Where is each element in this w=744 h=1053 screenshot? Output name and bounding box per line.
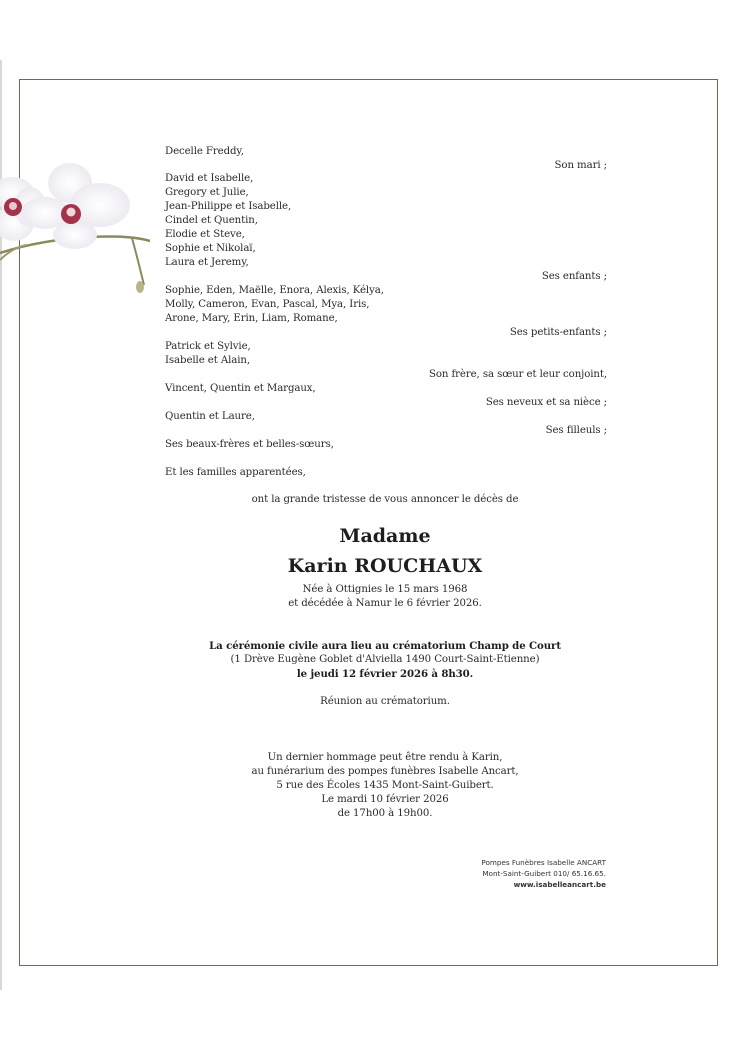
ceremony-venue: La cérémonie civile aura lieu au crématorium Champ de Court xyxy=(209,640,561,652)
related-families-entry: Et les familles apparentées, xyxy=(165,467,306,478)
orchid-decoration-icon xyxy=(0,145,175,295)
tribute-line: 5 rue des Écoles 1435 Mont-Saint-Guibert. xyxy=(276,780,494,791)
in-laws-entry: Ses beaux-frères et belles-sœurs, xyxy=(165,439,334,450)
tribute-line: de 17h00 à 19h00. xyxy=(337,808,433,819)
deceased-name: Karin ROUCHAUX xyxy=(287,555,483,577)
announcement-text: ont la grande tristesse de vous annoncer le décès de xyxy=(251,494,519,505)
tribute-line: Le mardi 10 février 2026 xyxy=(321,794,449,805)
death-info: et décédée à Namur le 6 février 2026. xyxy=(288,598,482,609)
child-entry: Elodie et Steve, xyxy=(165,229,245,240)
deceased-title: Madame xyxy=(339,525,431,547)
grandchildren-role: Ses petits-enfants ; xyxy=(509,327,607,338)
nephews-role: Ses neveux et sa nièce ; xyxy=(485,397,607,408)
tribute-line: au funérarium des pompes funèbres Isabelle Ancart, xyxy=(251,766,519,777)
sibling-entry: Patrick et Sylvie, xyxy=(165,341,251,352)
child-entry: David et Isabelle, xyxy=(165,173,254,184)
child-entry: Sophie et Nikolaï, xyxy=(165,243,256,254)
tribute-line: Un dernier hommage peut être rendu à Karin, xyxy=(267,752,503,763)
grandchildren-entry: Arone, Mary, Erin, Liam, Romane, xyxy=(165,313,338,324)
funeral-home-website: www.isabelleancart.be xyxy=(513,880,606,889)
children-role: Ses enfants ; xyxy=(541,271,607,282)
siblings-role: Son frère, sa sœur et leur conjoint, xyxy=(428,369,607,380)
godchildren-role: Ses filleuls ; xyxy=(545,425,607,436)
godchildren-entry: Quentin et Laure, xyxy=(165,411,255,422)
child-entry: Cindel et Quentin, xyxy=(165,215,258,226)
reunion-info: Réunion au crématorium. xyxy=(320,696,450,707)
grandchildren-entry: Sophie, Eden, Maëlle, Enora, Alexis, Kélya, xyxy=(165,285,384,296)
ceremony-address: (1 Drève Eugène Goblet d'Alviella 1490 Court-Saint-Etienne) xyxy=(230,654,540,665)
spouse-role: Son mari ; xyxy=(554,160,607,171)
birth-info: Née à Ottignies le 15 mars 1968 xyxy=(302,584,468,595)
sibling-entry: Isabelle et Alain, xyxy=(165,355,250,366)
child-entry: Jean-Philippe et Isabelle, xyxy=(165,201,292,212)
grandchildren-entry: Molly, Cameron, Evan, Pascal, Mya, Iris, xyxy=(165,299,370,310)
child-entry: Gregory et Julie, xyxy=(165,187,249,198)
nephews-entry: Vincent, Quentin et Margaux, xyxy=(165,383,316,394)
funeral-home-name: Pompes Funèbres Isabelle ANCART xyxy=(481,858,606,867)
funeral-home-contact: Mont-Saint-Guibert 010/ 65.16.65. xyxy=(482,869,606,878)
ceremony-date: le jeudi 12 février 2026 à 8h30. xyxy=(296,668,474,680)
spouse-name: Decelle Freddy, xyxy=(165,146,244,157)
child-entry: Laura et Jeremy, xyxy=(165,257,249,268)
